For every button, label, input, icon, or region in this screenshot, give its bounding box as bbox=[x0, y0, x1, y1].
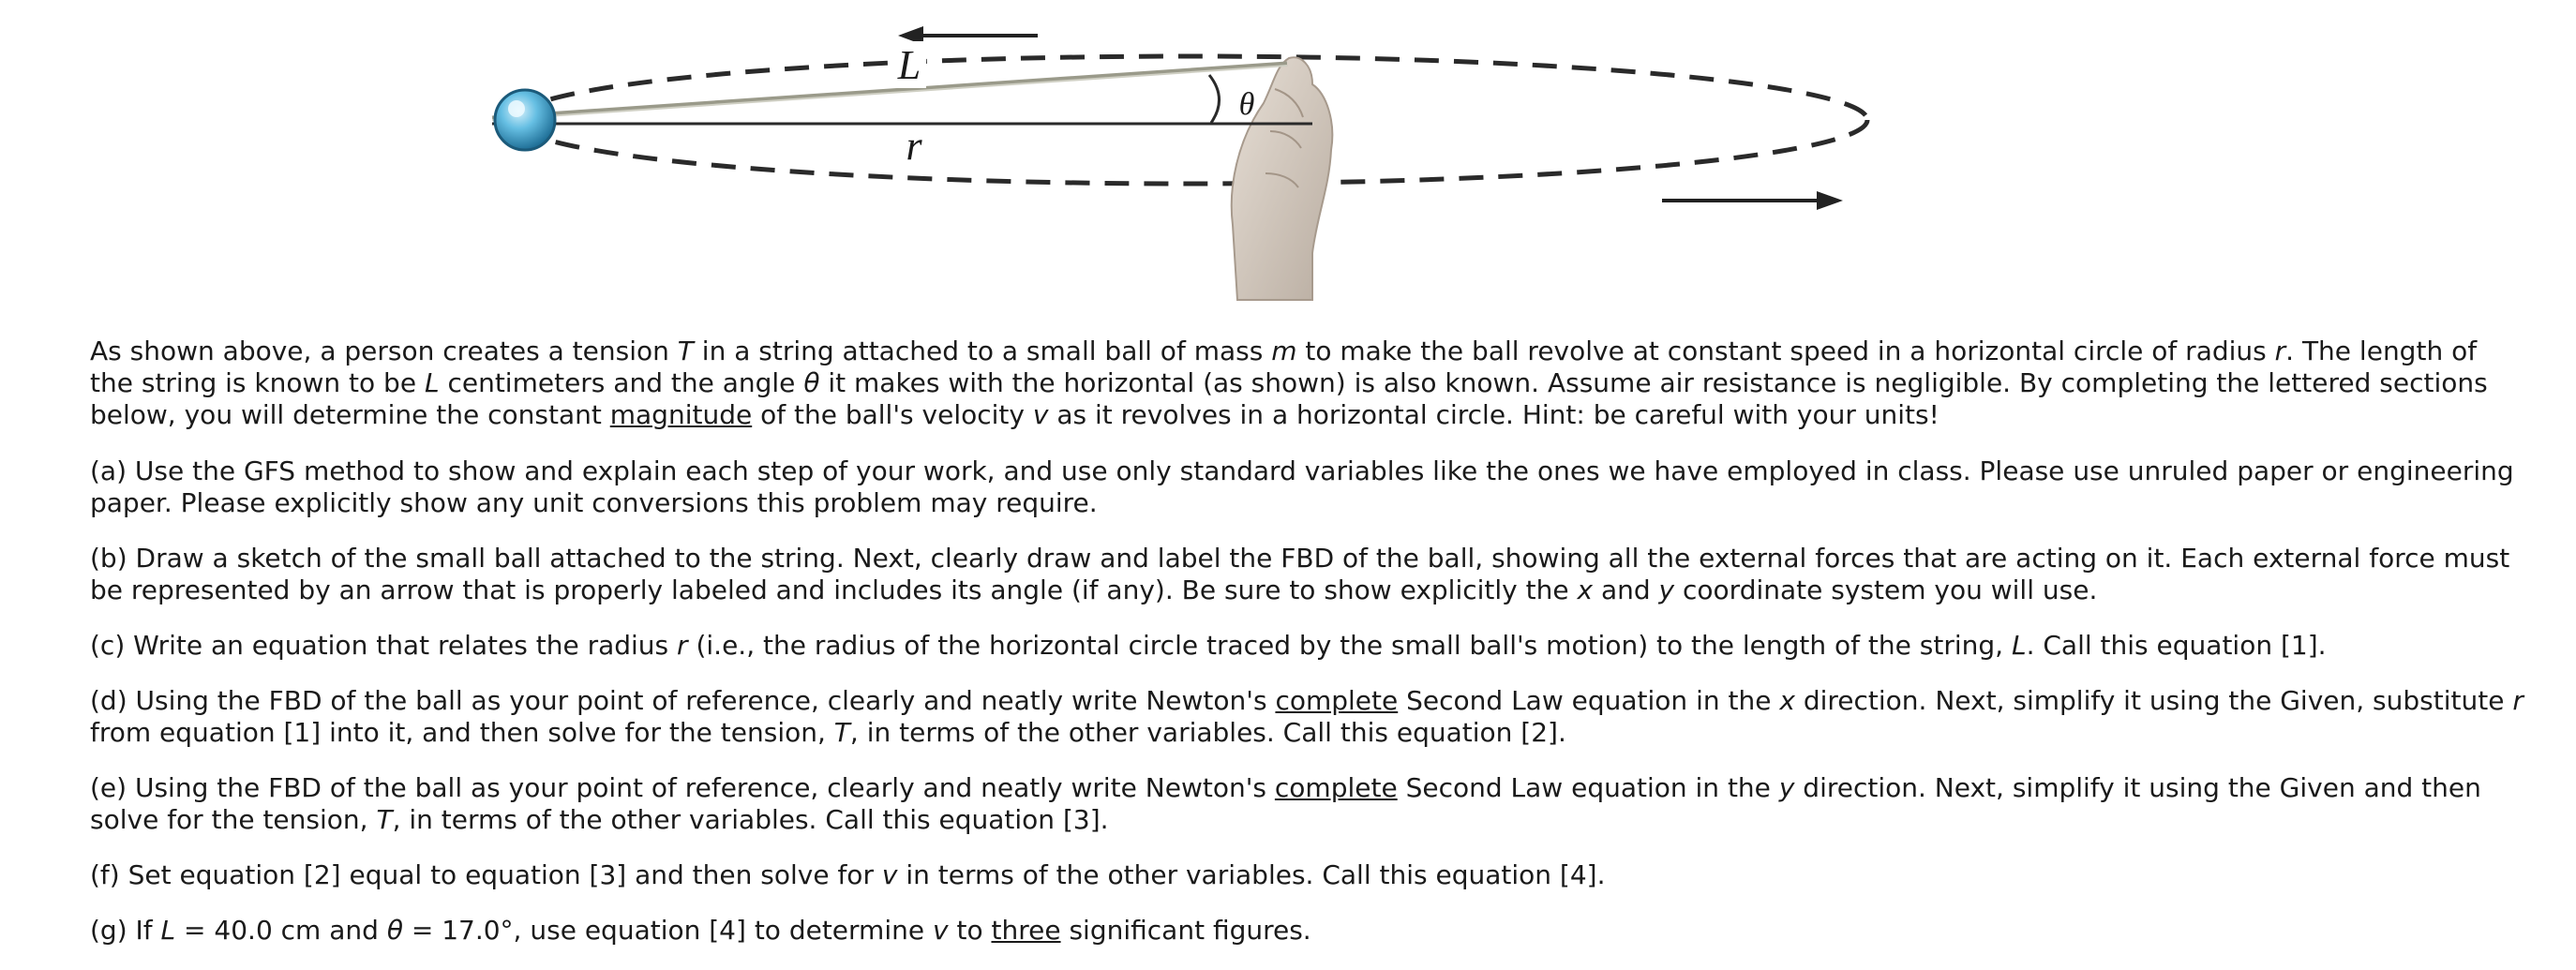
ball bbox=[495, 90, 555, 150]
problem-intro: As shown above, a person creates a tension T in a string attached to a small ball of mass m to make the ball revolve at constant speed in a horizontal circle of radius r. The length of the string is known to be L centimeters and the angle θ it makes with the horizontal (as shown) is also known. Assume air resistance is negligible. By completing the lettered sections below, you will determine the constant magnitude of the ball's velocity v as it revolves in a horizontal circle. Hint: be careful with your units! bbox=[90, 336, 2488, 430]
angle-arc bbox=[1209, 75, 1220, 123]
label-L: L bbox=[897, 42, 921, 88]
circular-path bbox=[514, 56, 1867, 184]
part-g: (g) If L = 40.0 cm and θ = 17.0°, use equation [4] to determine v to three significant figures. bbox=[90, 915, 1311, 946]
label-theta: θ bbox=[1238, 87, 1255, 122]
part-c: (c) Write an equation that relates the radius r (i.e., the radius of the horizontal circle traced by the small ball's motion) to the length of the string, L. Call this equation [1]. bbox=[90, 630, 2327, 661]
string bbox=[492, 64, 1287, 118]
part-b: (b) Draw a sketch of the small ball attached to the string. Next, clearly draw and label the FBD of the ball, showing all the external forces that are acting on it. Each external force must be represented by an arrow that is properly labeled and includes its angle (if any). Be sure to show explicitly the x and y coordinate system you will use. bbox=[90, 543, 2510, 605]
problem-text bbox=[90, 336, 2527, 970]
part-a: (a) Use the GFS method to show and explain each step of your work, and use only standard variables like the ones we have employed in class. Please use unruled paper or engineering paper. Please explicitly show any unit conversions this problem may require. bbox=[90, 455, 2514, 518]
part-f: (f) Set equation [2] equal to equation [3] and then solve for v in terms of the other variables. Call this equation [4]. bbox=[90, 859, 1606, 890]
part-d: (d) Using the FBD of the ball as your point of reference, clearly and neatly write Newton's complete Second Law equation in the x direction. Next, simplify it using the Given, substitute r from equation [1] into it, and then solve for the tension, T, in terms of the other variables. Call this equation [2]. bbox=[90, 685, 2524, 748]
label-r: r bbox=[906, 123, 922, 169]
direction-arrow-bottom bbox=[1662, 191, 1843, 210]
conical-pendulum-figure bbox=[487, 0, 2100, 309]
part-e: (e) Using the FBD of the ball as your point of reference, clearly and neatly write Newton's complete Second Law equation in the y direction. Next, simplify it using the Given and then solve for the tension, T, in terms of the other variables. Call this equation [3]. bbox=[90, 772, 2481, 835]
